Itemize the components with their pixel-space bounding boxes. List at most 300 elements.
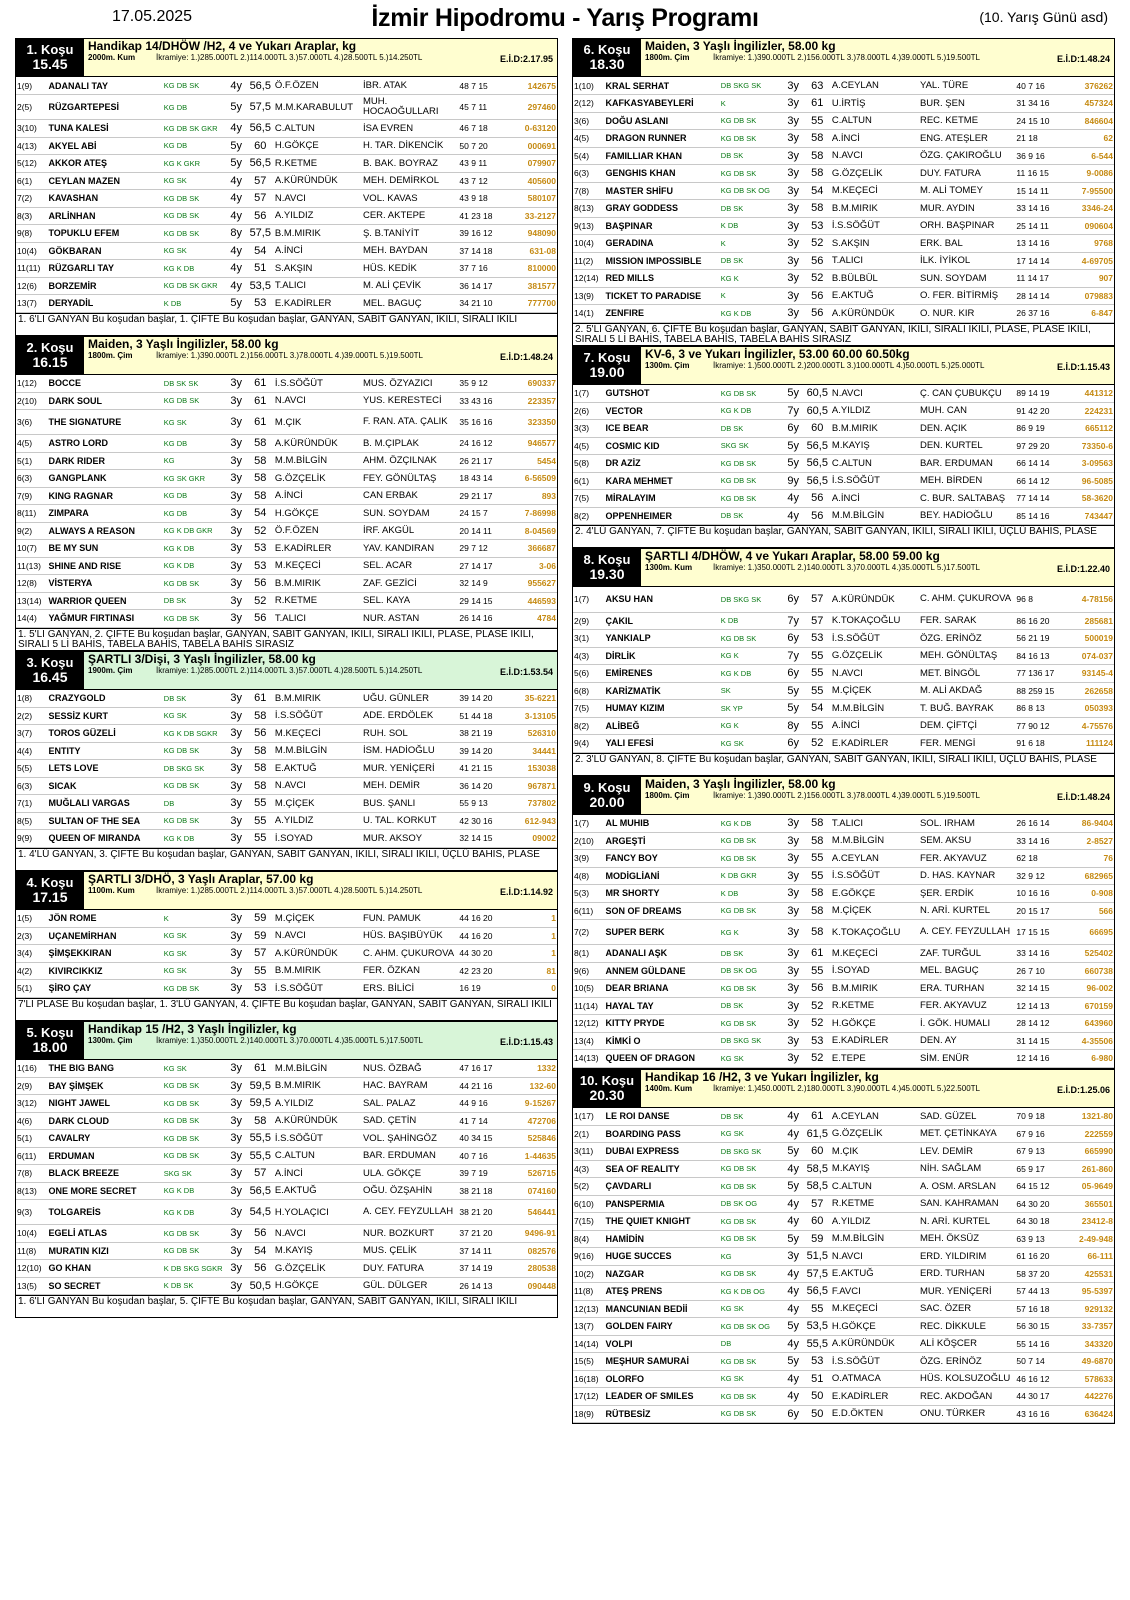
horse-number: 7(8) [573,182,604,200]
horse-age: 3y [226,1260,247,1278]
race-day-label: (10. Yarış Günü asd) [979,9,1108,25]
horse-number: 10(4) [16,1225,47,1243]
horse-name: WARRIOR QUEEN [47,592,162,610]
page-title: İzmir Hipodromu - Yarış Programı [371,4,759,32]
horse-name: SESSİZ KURT [47,707,162,725]
horse-number: 5(12) [16,155,47,173]
horse-name: RÜZGARLI TAY [47,260,162,278]
equipment: KG DB SK [720,385,783,403]
horse-number: 11(11) [16,260,47,278]
equipment: KG DB SK [720,1230,783,1248]
equipment: K [720,235,783,253]
horse-number: 2(1) [573,1125,604,1143]
horse-number: 4(6) [16,1112,47,1130]
horse-name: FANCY BOY [604,850,719,868]
horse-age: 5y [783,1318,804,1336]
equipment: KG DB SK [163,1077,226,1095]
equipment: KG DB [163,435,226,453]
equipment: KG DB SK [720,902,783,920]
race-title: KV-6, 3 ve Yukarı İngilizler, 53.00 60.00 60.50kg [645,346,910,361]
trainer: ERA. TURHAN [919,980,1015,998]
form-score: 670159 [1068,997,1114,1015]
horse-age: 9y [783,472,804,490]
stats: 96 8 [1015,587,1067,612]
stats: 37 14 18 [458,242,510,260]
jockey: H.YOLAÇICI [274,1200,362,1225]
horse-name: GRAY GODDESS [604,200,719,218]
stats: 32 9 12 [1015,867,1067,885]
horse-number: 1(7) [573,385,604,403]
horse-name: SEA OF REALITY [604,1160,719,1178]
trainer: VOL. KAVAS [362,190,458,208]
horse-name: HAMİDİN [604,1230,719,1248]
horse-number: 6(11) [16,1147,47,1165]
table-row [573,1050,1114,1068]
stats: 39 16 12 [458,225,510,243]
horse-number: 9(4) [573,735,604,753]
jockey: M.KEÇECİ [274,557,362,575]
horse-number: 8(3) [16,207,47,225]
trainer: MUR. YENİÇERİ [362,760,458,778]
trainer: B. BAK. BOYRAZ [362,155,458,173]
trainer: YAV. KANDIRAN [362,540,458,558]
horse-number: 9(16) [573,1248,604,1266]
race-info [641,1070,1114,1107]
horse-age: 3y [226,1225,247,1243]
form-score: 323350 [511,410,557,435]
stats: 91 42 20 [1015,402,1067,420]
stats: 86 16 20 [1015,612,1067,630]
horse-age: 3y [226,487,247,505]
equipment: DB SKG SK [720,1143,783,1161]
stats: 33 43 16 [458,392,510,410]
horse-name: RED MILLS [604,270,719,288]
trainer: FER. SARAK [919,612,1015,630]
stats: 32 14 15 [458,830,510,848]
weight: 58 [247,760,274,778]
horse-age: 3y [783,885,804,903]
trainer: RUH. SOL [362,725,458,743]
weight: 55 [804,867,831,885]
form-score: 142675 [511,77,557,95]
horse-number: 4(5) [573,437,604,455]
race-title: ŞARTLI 4/DHÖW, 4 ve Yukarı Araplar, 58.00 59.00 kg [645,549,940,563]
table-row [16,155,557,173]
table-row [573,1370,1114,1388]
equipment: KG K [720,647,783,665]
form-score: 082576 [511,1242,557,1260]
equipment: KG K DB OG [720,1283,783,1301]
weight: 58 [804,815,831,833]
horse-name: KITTY PRYDE [604,1015,719,1033]
horse-age: 3y [226,1130,247,1148]
horse-number: 2(9) [16,1077,47,1095]
left-column [15,38,558,1318]
trainer: NUR. BOZKURT [362,1225,458,1243]
trainer: FER. AKYAVUZ [919,850,1015,868]
race-block [572,776,1115,1069]
table-row [573,270,1114,288]
horse-number: 5(8) [573,455,604,473]
horse-name: HAYAL TAY [604,997,719,1015]
race-record: E.İ.D:1.25.06 [1056,1084,1110,1095]
race-distance: 2000m. Kum [88,53,136,62]
equipment: KG DB SK [163,742,226,760]
table-row [573,1125,1114,1143]
equipment: KG DB SK [163,392,226,410]
table-row [16,95,557,120]
trainer: Ç. CAN ÇUBUKÇU [919,385,1015,403]
horse-number: 7(8) [16,1165,47,1183]
horse-age: 4y [783,1160,804,1178]
table-row [573,112,1114,130]
horse-number: 10(4) [573,235,604,253]
horse-number: 7(2) [16,190,47,208]
form-score: 631-08 [511,242,557,260]
trainer: U. TAL. KORKUT [362,812,458,830]
trainer: İRF. AKGÜL [362,522,458,540]
stats: 77 136 17 [1015,665,1067,683]
stats: 33 14 16 [1015,200,1067,218]
weight: 58 [247,487,274,505]
horse-number: 4(3) [573,1160,604,1178]
trainer: SUN. SOYDAM [362,505,458,523]
weight: 58 [804,130,831,148]
jockey: M.M.BİLGİN [274,742,362,760]
jockey: A.YILDIZ [274,1095,362,1113]
horse-number: 5(1) [16,452,47,470]
trainer: T. BUĞ. BAYRAK [919,700,1015,718]
horse-name: MURATIN KIZI [47,1242,162,1260]
horse-number: 11(8) [16,1242,47,1260]
trainer: YUS. KERESTECİ [362,392,458,410]
equipment: KG DB SK [163,980,226,998]
horse-number: 6(10) [573,1195,604,1213]
horse-number: 18(9) [573,1405,604,1423]
stats: 39 7 19 [458,1165,510,1183]
race-block [15,871,558,1021]
table-row [573,165,1114,183]
stats: 12 14 16 [1015,1050,1067,1068]
jockey: M.ÇİÇEK [831,902,919,920]
horse-name: NAZGAR [604,1265,719,1283]
form-score: 1332 [511,1060,557,1078]
jockey: A.KÜRÜNDÜK [831,305,919,323]
race-distance: 1300m. Çim [645,360,690,370]
jockey: M.KEÇECİ [831,945,919,963]
form-score: 457324 [1068,95,1114,113]
table-row [573,630,1114,648]
equipment: DB [163,795,226,813]
trainer: REC. KETME [919,112,1015,130]
form-score: 4-35506 [1068,1032,1114,1050]
table-row [573,1015,1114,1033]
weight: 57 [247,1165,274,1183]
horse-number: 14(13) [573,1050,604,1068]
equipment: DB SK [720,997,783,1015]
equipment: DB SK [720,200,783,218]
weight: 61 [804,95,831,113]
table-row [573,997,1114,1015]
stats: 67 9 16 [1015,1125,1067,1143]
horse-age: 6y [783,630,804,648]
weight: 57,5 [247,95,274,120]
form-score: 472706 [511,1112,557,1130]
stats: 97 29 20 [1015,437,1067,455]
table-row [573,1032,1114,1050]
jockey: S.AKŞIN [831,235,919,253]
table-row [16,487,557,505]
weight: 61 [804,1108,831,1126]
stats: 31 34 16 [1015,95,1067,113]
horse-name: KIVIRCIKKIZ [47,962,162,980]
horse-number: 4(2) [16,962,47,980]
horse-name: ANNEM GÜLDANE [604,962,719,980]
horse-name: BOCCE [47,375,162,393]
equipment: DB SK [163,592,226,610]
weight: 55 [247,812,274,830]
equipment: KG DB SK [163,610,226,628]
stats: 67 9 13 [1015,1143,1067,1161]
race-block [572,346,1115,549]
table-row [16,172,557,190]
race-header [16,39,557,77]
form-score: 1321-80 [1068,1108,1114,1126]
horse-name: ŞİMŞEKKIRAN [47,945,162,963]
stats: 26 16 14 [1015,815,1067,833]
stats: 36 14 20 [458,777,510,795]
horse-age: 6y [783,587,804,612]
trainer: FEY. GÖNÜLTAŞ [362,470,458,488]
table-row [16,1260,557,1278]
table-row [573,182,1114,200]
form-score: 1-44635 [511,1147,557,1165]
form-score: 5454 [511,452,557,470]
horse-age: 4y [226,190,247,208]
race-number-badge [16,39,84,76]
horse-number: 6(3) [16,777,47,795]
race-number: 8. Koşu [583,552,631,567]
horse-number: 10(7) [16,540,47,558]
equipment: KG DB SK GKR [163,277,226,295]
race-number: 9. Koşu [583,779,631,795]
horse-number: 5(1) [16,1130,47,1148]
equipment: KG DB SK [720,980,783,998]
stats: 26 14 13 [458,1277,510,1295]
jockey: İ.S.SÖĞÜT [274,980,362,998]
form-score: 580107 [511,190,557,208]
trainer: MEH. DEMİR [362,777,458,795]
stats: 44 30 17 [1015,1388,1067,1406]
horse-number: 11(14) [573,997,604,1015]
jockey: A.CEYLAN [831,1108,919,1126]
stats: 86 9 19 [1015,420,1067,438]
race-block [15,651,558,871]
race-header [16,1022,557,1060]
horse-age: 3y [783,1015,804,1033]
horse-number: 3(3) [573,420,604,438]
trainer: UĞU. GÜNLER [362,690,458,708]
equipment: KG DB SK [720,1405,783,1423]
weight: 56 [247,575,274,593]
horse-age: 7y [783,612,804,630]
horse-name: ŞİRO ÇAY [47,980,162,998]
equipment: DB SK SK [163,375,226,393]
stats: 41 7 14 [458,1112,510,1130]
form-score: 4-69705 [1068,252,1114,270]
trainer: MET. ÇETİNKAYA [919,1125,1015,1143]
horse-age: 3y [226,1182,247,1200]
weight: 53 [247,540,274,558]
table-row [16,742,557,760]
jockey: E.AKTUĞ [274,760,362,778]
table-row [573,287,1114,305]
trainer: BAR. ERDUMAN [362,1147,458,1165]
race-time: 15.45 [32,56,68,72]
horse-age: 3y [783,95,804,113]
stats: 40 7 16 [1015,77,1067,95]
horse-age: 3y [226,1112,247,1130]
equipment: KG DB SK [720,1015,783,1033]
jockey: M.ÇİÇEK [831,682,919,700]
horse-name: VECTOR [604,402,719,420]
form-score: 93145-4 [1068,665,1114,683]
equipment: KG K DB [720,402,783,420]
weight: 50 [804,1388,831,1406]
weight: 58 [247,777,274,795]
equipment: KG DB SK [163,225,226,243]
table-row [573,885,1114,903]
horse-age: 3y [783,902,804,920]
table-row [16,927,557,945]
weight: 53 [804,217,831,235]
horse-age: 5y [783,682,804,700]
stats: 62 18 [1015,850,1067,868]
jockey: H.GÖKÇE [831,1318,919,1336]
stats: 50 7 20 [458,137,510,155]
equipment: KG DB SK [163,77,226,95]
table-row [573,1388,1114,1406]
form-score: 6-847 [1068,305,1114,323]
horse-name: DARK CLOUD [47,1112,162,1130]
trainer: SAC. ÖZER [919,1300,1015,1318]
horse-age: 3y [226,592,247,610]
stats: 77 90 12 [1015,717,1067,735]
horse-name: GOLDEN FAIRY [604,1318,719,1336]
jockey: A.İNCİ [831,717,919,735]
horse-age: 3y [226,1095,247,1113]
horse-age: 4y [783,1300,804,1318]
horse-age: 5y [783,455,804,473]
jockey: U.İRTİŞ [831,95,919,113]
trainer: İ. GÖK. HUMALI [919,1015,1015,1033]
jockey: A.İNCİ [274,242,362,260]
horse-age: 3y [226,392,247,410]
horse-name: GUTSHOT [604,385,719,403]
trainer: MEL. BAGUÇ [362,295,458,313]
horse-name: CEYLAN MAZEN [47,172,162,190]
weight: 59 [247,910,274,928]
horse-name: GERADINA [604,235,719,253]
horse-age: 3y [783,287,804,305]
horse-number: 9(13) [573,217,604,235]
equipment: KG DB [163,487,226,505]
horse-name: SUPER BERK [604,920,719,945]
table-row [573,867,1114,885]
jockey: M.KEÇECİ [831,1300,919,1318]
stats: 32 14 15 [1015,980,1067,998]
form-score: 73350-6 [1068,437,1114,455]
stats: 12 14 13 [1015,997,1067,1015]
trainer: M. ALİ ÇEVİK [362,277,458,295]
race-info [84,1022,557,1059]
horse-age: 3y [783,165,804,183]
horse-number: 8(2) [573,507,604,525]
table-row [573,420,1114,438]
race-title: Handikap 16 /H2, 3 ve Yukarı İngilizler, kg [645,1069,879,1084]
equipment: KG DB SK [720,850,783,868]
horse-number: 5(5) [16,760,47,778]
equipment: KG K DB SGKR [163,725,226,743]
horse-number: 5(3) [573,885,604,903]
horse-number: 1(9) [16,77,47,95]
table-row [16,575,557,593]
horse-name: DARK SOUL [47,392,162,410]
table-row [16,392,557,410]
horse-name: ZENFIRE [604,305,719,323]
form-score: 526310 [511,725,557,743]
horse-number: 3(6) [16,410,47,435]
weight: 58 [247,452,274,470]
trainer: BEY. HADİOĞLU [919,507,1015,525]
equipment: K DB [720,885,783,903]
horse-number: 3(1) [573,630,604,648]
table-row [573,455,1114,473]
trainer: ALİ KÖŞCER [919,1335,1015,1353]
weight: 52 [804,1050,831,1068]
race-record: E.İ.D:1.53.54 [499,666,553,677]
equipment: K DB SKG SGKR [163,1260,226,1278]
jockey: B.M.MIRIK [831,980,919,998]
race-header [16,652,557,690]
horse-number: 10(2) [573,1265,604,1283]
equipment: KG K DB [163,1200,226,1225]
equipment: KG K DB [720,815,783,833]
horse-name: BOARDING PASS [604,1125,719,1143]
weight: 63 [804,77,831,95]
table-row [573,902,1114,920]
horse-number: 9(8) [16,225,47,243]
stats: 44 16 20 [458,910,510,928]
horse-name: LEADER OF SMILES [604,1388,719,1406]
stats: 39 14 20 [458,742,510,760]
horse-age: 5y [226,137,247,155]
equipment: KG SK [720,735,783,753]
jockey: T.ALICI [274,277,362,295]
table-row [573,980,1114,998]
weight: 51 [247,260,274,278]
equipment: DB SK OG [720,1195,783,1213]
form-score: 1 [511,927,557,945]
horse-name: ÇAKIL [604,612,719,630]
equipment: K DB SK [163,1277,226,1295]
race-number-badge [16,337,84,374]
race-title: Maiden, 3 Yaşlı İngilizler, 58.00 kg [88,336,279,351]
stats: 89 14 19 [1015,385,1067,403]
horse-name: KARİZMATİK [604,682,719,700]
table-row [16,1182,557,1200]
form-score: 4784 [511,610,557,628]
